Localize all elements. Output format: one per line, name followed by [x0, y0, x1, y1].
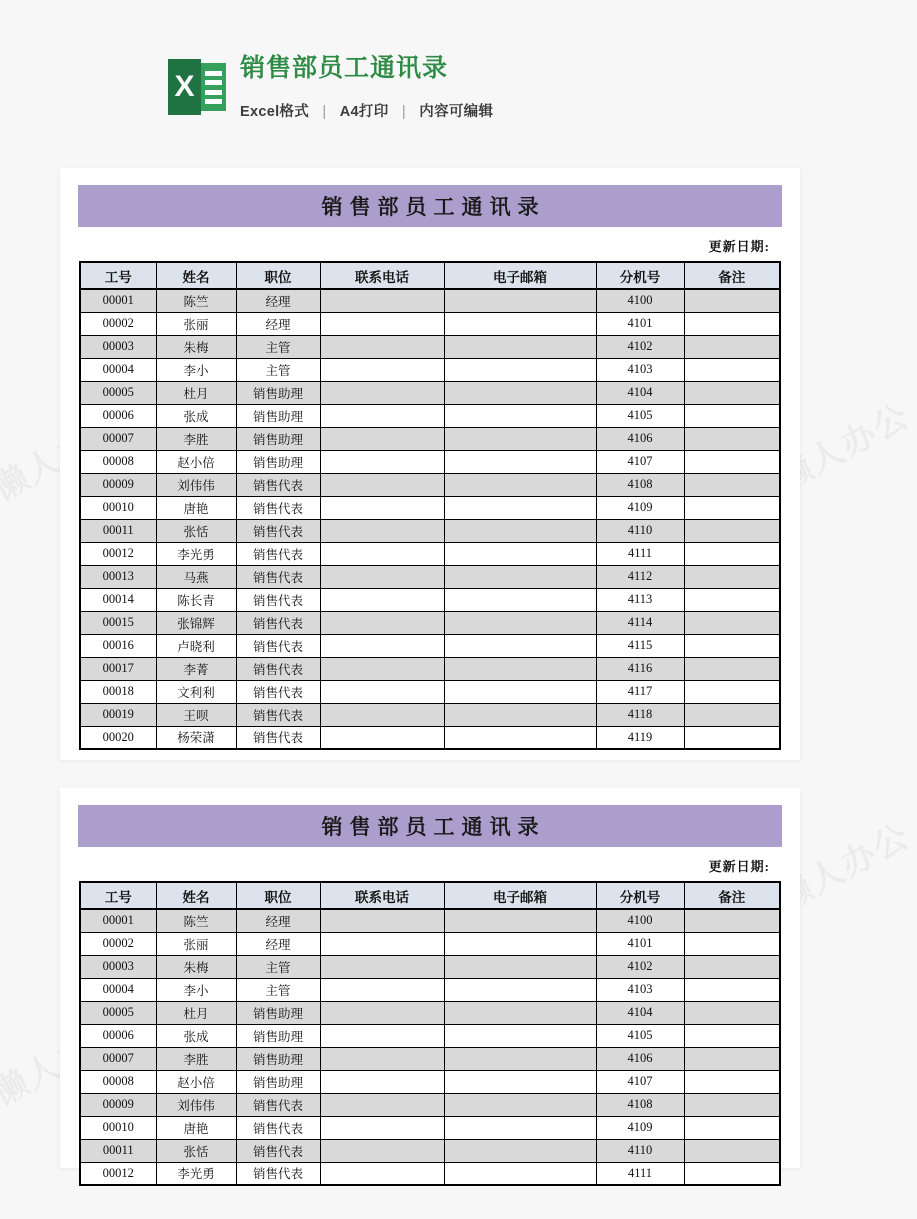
- column-header-phone[interactable]: 联系电话: [320, 262, 444, 289]
- cell-id[interactable]: 00020: [80, 726, 156, 749]
- sheet-banner-title: 销售部员工通讯录: [321, 195, 546, 219]
- cell-position[interactable]: 经理: [236, 289, 320, 312]
- contacts-table[interactable]: [79, 881, 781, 1186]
- column-header-phone[interactable]: 联系电话: [320, 882, 444, 909]
- cell-email[interactable]: [444, 1047, 596, 1070]
- cell-position[interactable]: 销售助理: [236, 1047, 320, 1070]
- cell-phone[interactable]: [320, 473, 444, 496]
- table-header-row: [80, 882, 780, 909]
- cell-email[interactable]: [444, 1070, 596, 1093]
- cell-position[interactable]: 销售代表: [236, 496, 320, 519]
- cell-name[interactable]: 杜月: [156, 381, 236, 404]
- table-row[interactable]: [80, 1001, 780, 1024]
- sheet-preview-card[interactable]: [60, 168, 800, 760]
- cell-phone[interactable]: [320, 909, 444, 932]
- cell-position[interactable]: 销售代表: [236, 1093, 320, 1116]
- cell-id[interactable]: 00003: [80, 335, 156, 358]
- cell-position[interactable]: 主管: [236, 955, 320, 978]
- cell-email[interactable]: [444, 312, 596, 335]
- excel-logo-grid-icon: [205, 71, 222, 104]
- meta-format: Excel格式: [240, 103, 309, 120]
- cell-position[interactable]: 销售代表: [236, 726, 320, 749]
- cell-position[interactable]: 销售助理: [236, 450, 320, 473]
- updated-date-label: 更新日期:: [708, 859, 770, 874]
- cell-name[interactable]: 陈竺: [156, 909, 236, 932]
- cell-position[interactable]: 销售代表: [236, 519, 320, 542]
- cell-extension[interactable]: 4114: [596, 611, 684, 634]
- cell-phone[interactable]: [320, 427, 444, 450]
- cell-id[interactable]: 00009: [80, 473, 156, 496]
- cell-position[interactable]: 销售助理: [236, 1070, 320, 1093]
- cell-phone[interactable]: [320, 1024, 444, 1047]
- cell-note[interactable]: [684, 955, 780, 978]
- meta-editable: 内容可编辑: [419, 103, 494, 120]
- cell-note[interactable]: [684, 358, 780, 381]
- cell-id[interactable]: 00004: [80, 358, 156, 381]
- page-title: 销售部员工通讯录: [240, 54, 449, 82]
- cell-position[interactable]: 销售代表: [236, 703, 320, 726]
- column-header-position[interactable]: 职位: [236, 262, 320, 289]
- column-header-note[interactable]: 备注: [684, 882, 780, 909]
- cell-name[interactable]: 陈长青: [156, 588, 236, 611]
- cell-email[interactable]: [444, 932, 596, 955]
- cell-extension[interactable]: 4106: [596, 427, 684, 450]
- column-header-email[interactable]: 电子邮箱: [444, 262, 596, 289]
- cell-id[interactable]: 00010: [80, 1116, 156, 1139]
- cell-id[interactable]: 00001: [80, 909, 156, 932]
- cell-note[interactable]: [684, 1070, 780, 1093]
- cell-phone[interactable]: [320, 289, 444, 312]
- table-row[interactable]: [80, 450, 780, 473]
- cell-id[interactable]: 00012: [80, 1162, 156, 1185]
- cell-position[interactable]: 销售助理: [236, 404, 320, 427]
- table-row[interactable]: [80, 909, 780, 932]
- cell-note[interactable]: [684, 1162, 780, 1185]
- cell-phone[interactable]: [320, 312, 444, 335]
- cell-phone[interactable]: [320, 404, 444, 427]
- cell-id[interactable]: 00010: [80, 496, 156, 519]
- excel-file-icon: [168, 59, 226, 115]
- table-row[interactable]: [80, 1162, 780, 1185]
- cell-id[interactable]: 00014: [80, 588, 156, 611]
- cell-position[interactable]: 销售代表: [236, 657, 320, 680]
- cell-position[interactable]: 经理: [236, 909, 320, 932]
- table-row[interactable]: [80, 496, 780, 519]
- cell-extension[interactable]: 4108: [596, 1093, 684, 1116]
- cell-id[interactable]: 00017: [80, 657, 156, 680]
- cell-position[interactable]: 销售代表: [236, 1162, 320, 1185]
- cell-note[interactable]: [684, 404, 780, 427]
- table-row[interactable]: [80, 1070, 780, 1093]
- cell-extension[interactable]: 4116: [596, 657, 684, 680]
- table-row[interactable]: [80, 955, 780, 978]
- cell-extension[interactable]: 4100: [596, 289, 684, 312]
- cell-name[interactable]: 李小: [156, 978, 236, 1001]
- cell-phone[interactable]: [320, 1047, 444, 1070]
- cell-extension[interactable]: 4105: [596, 404, 684, 427]
- cell-name[interactable]: 张恬: [156, 1139, 236, 1162]
- cell-extension[interactable]: 4109: [596, 496, 684, 519]
- table-row[interactable]: [80, 335, 780, 358]
- cell-phone[interactable]: [320, 588, 444, 611]
- cell-extension[interactable]: 4110: [596, 519, 684, 542]
- cell-email[interactable]: [444, 1024, 596, 1047]
- cell-phone[interactable]: [320, 358, 444, 381]
- cell-name[interactable]: 刘伟伟: [156, 1093, 236, 1116]
- cell-note[interactable]: [684, 726, 780, 749]
- cell-email[interactable]: [444, 358, 596, 381]
- cell-email[interactable]: [444, 427, 596, 450]
- cell-note[interactable]: [684, 1139, 780, 1162]
- cell-note[interactable]: [684, 932, 780, 955]
- sheet-banner: [78, 805, 782, 847]
- contacts-table-body: [80, 909, 780, 1185]
- meta-separator: |: [322, 103, 327, 120]
- table-row[interactable]: [80, 312, 780, 335]
- cell-note[interactable]: [684, 427, 780, 450]
- cell-position[interactable]: 销售代表: [236, 473, 320, 496]
- cell-name[interactable]: 朱梅: [156, 955, 236, 978]
- cell-id[interactable]: 00011: [80, 1139, 156, 1162]
- table-row[interactable]: [80, 657, 780, 680]
- cell-position[interactable]: 销售助理: [236, 381, 320, 404]
- column-header-position[interactable]: 职位: [236, 882, 320, 909]
- cell-note[interactable]: [684, 381, 780, 404]
- cell-phone[interactable]: [320, 955, 444, 978]
- cell-email[interactable]: [444, 1001, 596, 1024]
- cell-note[interactable]: [684, 496, 780, 519]
- cell-name[interactable]: 李胜: [156, 427, 236, 450]
- cell-position[interactable]: 销售代表: [236, 680, 320, 703]
- cell-phone[interactable]: [320, 611, 444, 634]
- cell-extension[interactable]: 4113: [596, 588, 684, 611]
- cell-email[interactable]: [444, 542, 596, 565]
- table-row[interactable]: [80, 932, 780, 955]
- cell-id[interactable]: 00012: [80, 542, 156, 565]
- column-header-id[interactable]: 工号: [80, 882, 156, 909]
- cell-extension[interactable]: 4108: [596, 473, 684, 496]
- cell-name[interactable]: 张成: [156, 404, 236, 427]
- cell-extension[interactable]: 4112: [596, 565, 684, 588]
- cell-extension[interactable]: 4101: [596, 312, 684, 335]
- cell-phone[interactable]: [320, 496, 444, 519]
- cell-name[interactable]: 李菁: [156, 657, 236, 680]
- table-row[interactable]: [80, 404, 780, 427]
- cell-phone[interactable]: [320, 381, 444, 404]
- cell-extension[interactable]: 4103: [596, 978, 684, 1001]
- cell-note[interactable]: [684, 1001, 780, 1024]
- cell-extension[interactable]: 4102: [596, 335, 684, 358]
- cell-phone[interactable]: [320, 542, 444, 565]
- cell-name[interactable]: 唐艳: [156, 1116, 236, 1139]
- cell-id[interactable]: 00019: [80, 703, 156, 726]
- cell-note[interactable]: [684, 1024, 780, 1047]
- cell-extension[interactable]: 4100: [596, 909, 684, 932]
- cell-email[interactable]: [444, 1139, 596, 1162]
- table-row[interactable]: [80, 726, 780, 749]
- cell-extension[interactable]: 4104: [596, 1001, 684, 1024]
- cell-name[interactable]: 赵小倍: [156, 1070, 236, 1093]
- cell-name[interactable]: 赵小倍: [156, 450, 236, 473]
- meta-separator: |: [401, 103, 406, 120]
- table-row[interactable]: [80, 542, 780, 565]
- cell-email[interactable]: [444, 611, 596, 634]
- table-row[interactable]: [80, 703, 780, 726]
- cell-phone[interactable]: [320, 1162, 444, 1185]
- cell-note[interactable]: [684, 611, 780, 634]
- cell-note[interactable]: [684, 1047, 780, 1070]
- cell-email[interactable]: [444, 1162, 596, 1185]
- contacts-table[interactable]: [79, 261, 781, 750]
- cell-email[interactable]: [444, 1093, 596, 1116]
- cell-id[interactable]: 00015: [80, 611, 156, 634]
- cell-position[interactable]: 销售代表: [236, 1116, 320, 1139]
- table-row[interactable]: [80, 565, 780, 588]
- cell-email[interactable]: [444, 289, 596, 312]
- cell-email[interactable]: [444, 955, 596, 978]
- cell-position[interactable]: 销售代表: [236, 611, 320, 634]
- cell-email[interactable]: [444, 726, 596, 749]
- cell-email[interactable]: [444, 909, 596, 932]
- cell-id[interactable]: 00006: [80, 404, 156, 427]
- cell-id[interactable]: 00004: [80, 978, 156, 1001]
- table-row[interactable]: [80, 611, 780, 634]
- cell-extension[interactable]: 4105: [596, 1024, 684, 1047]
- cell-id[interactable]: 00008: [80, 450, 156, 473]
- column-header-note[interactable]: 备注: [684, 262, 780, 289]
- cell-extension[interactable]: 4110: [596, 1139, 684, 1162]
- table-row[interactable]: [80, 381, 780, 404]
- cell-note[interactable]: [684, 657, 780, 680]
- excel-logo-letter: X: [174, 70, 195, 103]
- cell-note[interactable]: [684, 634, 780, 657]
- cell-position[interactable]: 销售助理: [236, 1024, 320, 1047]
- column-header-extension[interactable]: 分机号: [596, 262, 684, 289]
- cell-position[interactable]: 主管: [236, 335, 320, 358]
- cell-phone[interactable]: [320, 1116, 444, 1139]
- cell-email[interactable]: [444, 588, 596, 611]
- cell-email[interactable]: [444, 565, 596, 588]
- cell-id[interactable]: 00001: [80, 289, 156, 312]
- cell-name[interactable]: 刘伟伟: [156, 473, 236, 496]
- cell-email[interactable]: [444, 634, 596, 657]
- cell-position[interactable]: 主管: [236, 358, 320, 381]
- cell-note[interactable]: [684, 335, 780, 358]
- table-row[interactable]: [80, 1139, 780, 1162]
- column-header-id[interactable]: 工号: [80, 262, 156, 289]
- cell-email[interactable]: [444, 978, 596, 1001]
- cell-extension[interactable]: 4109: [596, 1116, 684, 1139]
- cell-note[interactable]: [684, 289, 780, 312]
- cell-position[interactable]: 经理: [236, 932, 320, 955]
- cell-note[interactable]: [684, 312, 780, 335]
- meta-print: A4打印: [339, 103, 389, 120]
- cell-phone[interactable]: [320, 565, 444, 588]
- table-row[interactable]: [80, 427, 780, 450]
- cell-email[interactable]: [444, 335, 596, 358]
- cell-id[interactable]: 00005: [80, 1001, 156, 1024]
- cell-id[interactable]: 00007: [80, 427, 156, 450]
- cell-name[interactable]: 李光勇: [156, 542, 236, 565]
- cell-extension[interactable]: 4118: [596, 703, 684, 726]
- cell-extension[interactable]: 4117: [596, 680, 684, 703]
- table-row[interactable]: [80, 289, 780, 312]
- sheet-banner: [78, 185, 782, 227]
- cell-id[interactable]: 00005: [80, 381, 156, 404]
- cell-email[interactable]: [444, 381, 596, 404]
- cell-name[interactable]: 朱梅: [156, 335, 236, 358]
- cell-note[interactable]: [684, 450, 780, 473]
- cell-name[interactable]: 卢晓利: [156, 634, 236, 657]
- table-row[interactable]: [80, 473, 780, 496]
- cell-position[interactable]: 销售代表: [236, 588, 320, 611]
- cell-id[interactable]: 00009: [80, 1093, 156, 1116]
- cell-id[interactable]: 00018: [80, 680, 156, 703]
- cell-extension[interactable]: 4107: [596, 1070, 684, 1093]
- cell-extension[interactable]: 4106: [596, 1047, 684, 1070]
- cell-extension[interactable]: 4104: [596, 381, 684, 404]
- cell-phone[interactable]: [320, 680, 444, 703]
- cell-name[interactable]: 张丽: [156, 932, 236, 955]
- cell-extension[interactable]: 4115: [596, 634, 684, 657]
- table-row[interactable]: [80, 680, 780, 703]
- cell-phone[interactable]: [320, 519, 444, 542]
- cell-note[interactable]: [684, 978, 780, 1001]
- cell-phone[interactable]: [320, 335, 444, 358]
- document-meta: [240, 100, 493, 121]
- cell-phone[interactable]: [320, 1070, 444, 1093]
- cell-phone[interactable]: [320, 634, 444, 657]
- column-header-name[interactable]: 姓名: [156, 882, 236, 909]
- cell-email[interactable]: [444, 1116, 596, 1139]
- cell-position[interactable]: 主管: [236, 978, 320, 1001]
- table-row[interactable]: [80, 1093, 780, 1116]
- table-row[interactable]: [80, 1047, 780, 1070]
- cell-extension[interactable]: 4111: [596, 1162, 684, 1185]
- cell-email[interactable]: [444, 404, 596, 427]
- cell-name[interactable]: 陈竺: [156, 289, 236, 312]
- cell-email[interactable]: [444, 473, 596, 496]
- cell-note[interactable]: [684, 680, 780, 703]
- cell-id[interactable]: 00013: [80, 565, 156, 588]
- cell-note[interactable]: [684, 1093, 780, 1116]
- cell-phone[interactable]: [320, 978, 444, 1001]
- contacts-table-body: [80, 289, 780, 749]
- cell-name[interactable]: 文利利: [156, 680, 236, 703]
- table-row[interactable]: [80, 1116, 780, 1139]
- cell-phone[interactable]: [320, 657, 444, 680]
- document-header: [0, 0, 860, 160]
- table-header-row: [80, 262, 780, 289]
- cell-extension[interactable]: 4119: [596, 726, 684, 749]
- cell-note[interactable]: [684, 909, 780, 932]
- cell-email[interactable]: [444, 680, 596, 703]
- cell-note[interactable]: [684, 1116, 780, 1139]
- cell-note[interactable]: [684, 565, 780, 588]
- column-header-name[interactable]: 姓名: [156, 262, 236, 289]
- cell-email[interactable]: [444, 450, 596, 473]
- cell-id[interactable]: 00002: [80, 932, 156, 955]
- table-row[interactable]: [80, 519, 780, 542]
- cell-email[interactable]: [444, 519, 596, 542]
- cell-extension[interactable]: 4103: [596, 358, 684, 381]
- updated-date-label: 更新日期:: [708, 239, 770, 254]
- cell-extension[interactable]: 4102: [596, 955, 684, 978]
- cell-name[interactable]: 马燕: [156, 565, 236, 588]
- cell-name[interactable]: 张锦辉: [156, 611, 236, 634]
- column-header-email[interactable]: 电子邮箱: [444, 882, 596, 909]
- cell-name[interactable]: 李小: [156, 358, 236, 381]
- cell-extension[interactable]: 4111: [596, 542, 684, 565]
- cell-name[interactable]: 王呗: [156, 703, 236, 726]
- cell-name[interactable]: 杜月: [156, 1001, 236, 1024]
- sheet-banner-title: 销售部员工通讯录: [321, 815, 546, 839]
- cell-position[interactable]: 销售代表: [236, 1139, 320, 1162]
- cell-position[interactable]: 经理: [236, 312, 320, 335]
- table-row[interactable]: [80, 588, 780, 611]
- cell-phone[interactable]: [320, 932, 444, 955]
- cell-name[interactable]: 杨荣潇: [156, 726, 236, 749]
- cell-email[interactable]: [444, 703, 596, 726]
- cell-id[interactable]: 00003: [80, 955, 156, 978]
- table-row[interactable]: [80, 978, 780, 1001]
- cell-position[interactable]: 销售助理: [236, 427, 320, 450]
- cell-position[interactable]: 销售助理: [236, 1001, 320, 1024]
- cell-phone[interactable]: [320, 703, 444, 726]
- cell-extension[interactable]: 4101: [596, 932, 684, 955]
- cell-email[interactable]: [444, 657, 596, 680]
- cell-id[interactable]: 00002: [80, 312, 156, 335]
- cell-note[interactable]: [684, 519, 780, 542]
- table-row[interactable]: [80, 1024, 780, 1047]
- cell-phone[interactable]: [320, 1093, 444, 1116]
- cell-id[interactable]: 00011: [80, 519, 156, 542]
- table-row[interactable]: [80, 358, 780, 381]
- cell-note[interactable]: [684, 703, 780, 726]
- cell-name[interactable]: 张丽: [156, 312, 236, 335]
- cell-id[interactable]: 00007: [80, 1047, 156, 1070]
- cell-phone[interactable]: [320, 726, 444, 749]
- cell-phone[interactable]: [320, 1001, 444, 1024]
- cell-name[interactable]: 李光勇: [156, 1162, 236, 1185]
- cell-phone[interactable]: [320, 1139, 444, 1162]
- cell-phone[interactable]: [320, 450, 444, 473]
- cell-id[interactable]: 00006: [80, 1024, 156, 1047]
- cell-position[interactable]: 销售代表: [236, 634, 320, 657]
- cell-note[interactable]: [684, 542, 780, 565]
- cell-id[interactable]: 00008: [80, 1070, 156, 1093]
- cell-email[interactable]: [444, 496, 596, 519]
- cell-name[interactable]: 李胜: [156, 1047, 236, 1070]
- cell-name[interactable]: 唐艳: [156, 496, 236, 519]
- cell-position[interactable]: 销售代表: [236, 542, 320, 565]
- column-header-extension[interactable]: 分机号: [596, 882, 684, 909]
- cell-name[interactable]: 张成: [156, 1024, 236, 1047]
- cell-extension[interactable]: 4107: [596, 450, 684, 473]
- table-row[interactable]: [80, 634, 780, 657]
- cell-id[interactable]: 00016: [80, 634, 156, 657]
- cell-name[interactable]: 张恬: [156, 519, 236, 542]
- cell-note[interactable]: [684, 588, 780, 611]
- cell-position[interactable]: 销售代表: [236, 565, 320, 588]
- cell-note[interactable]: [684, 473, 780, 496]
- sheet-preview-card[interactable]: [60, 788, 800, 1182]
